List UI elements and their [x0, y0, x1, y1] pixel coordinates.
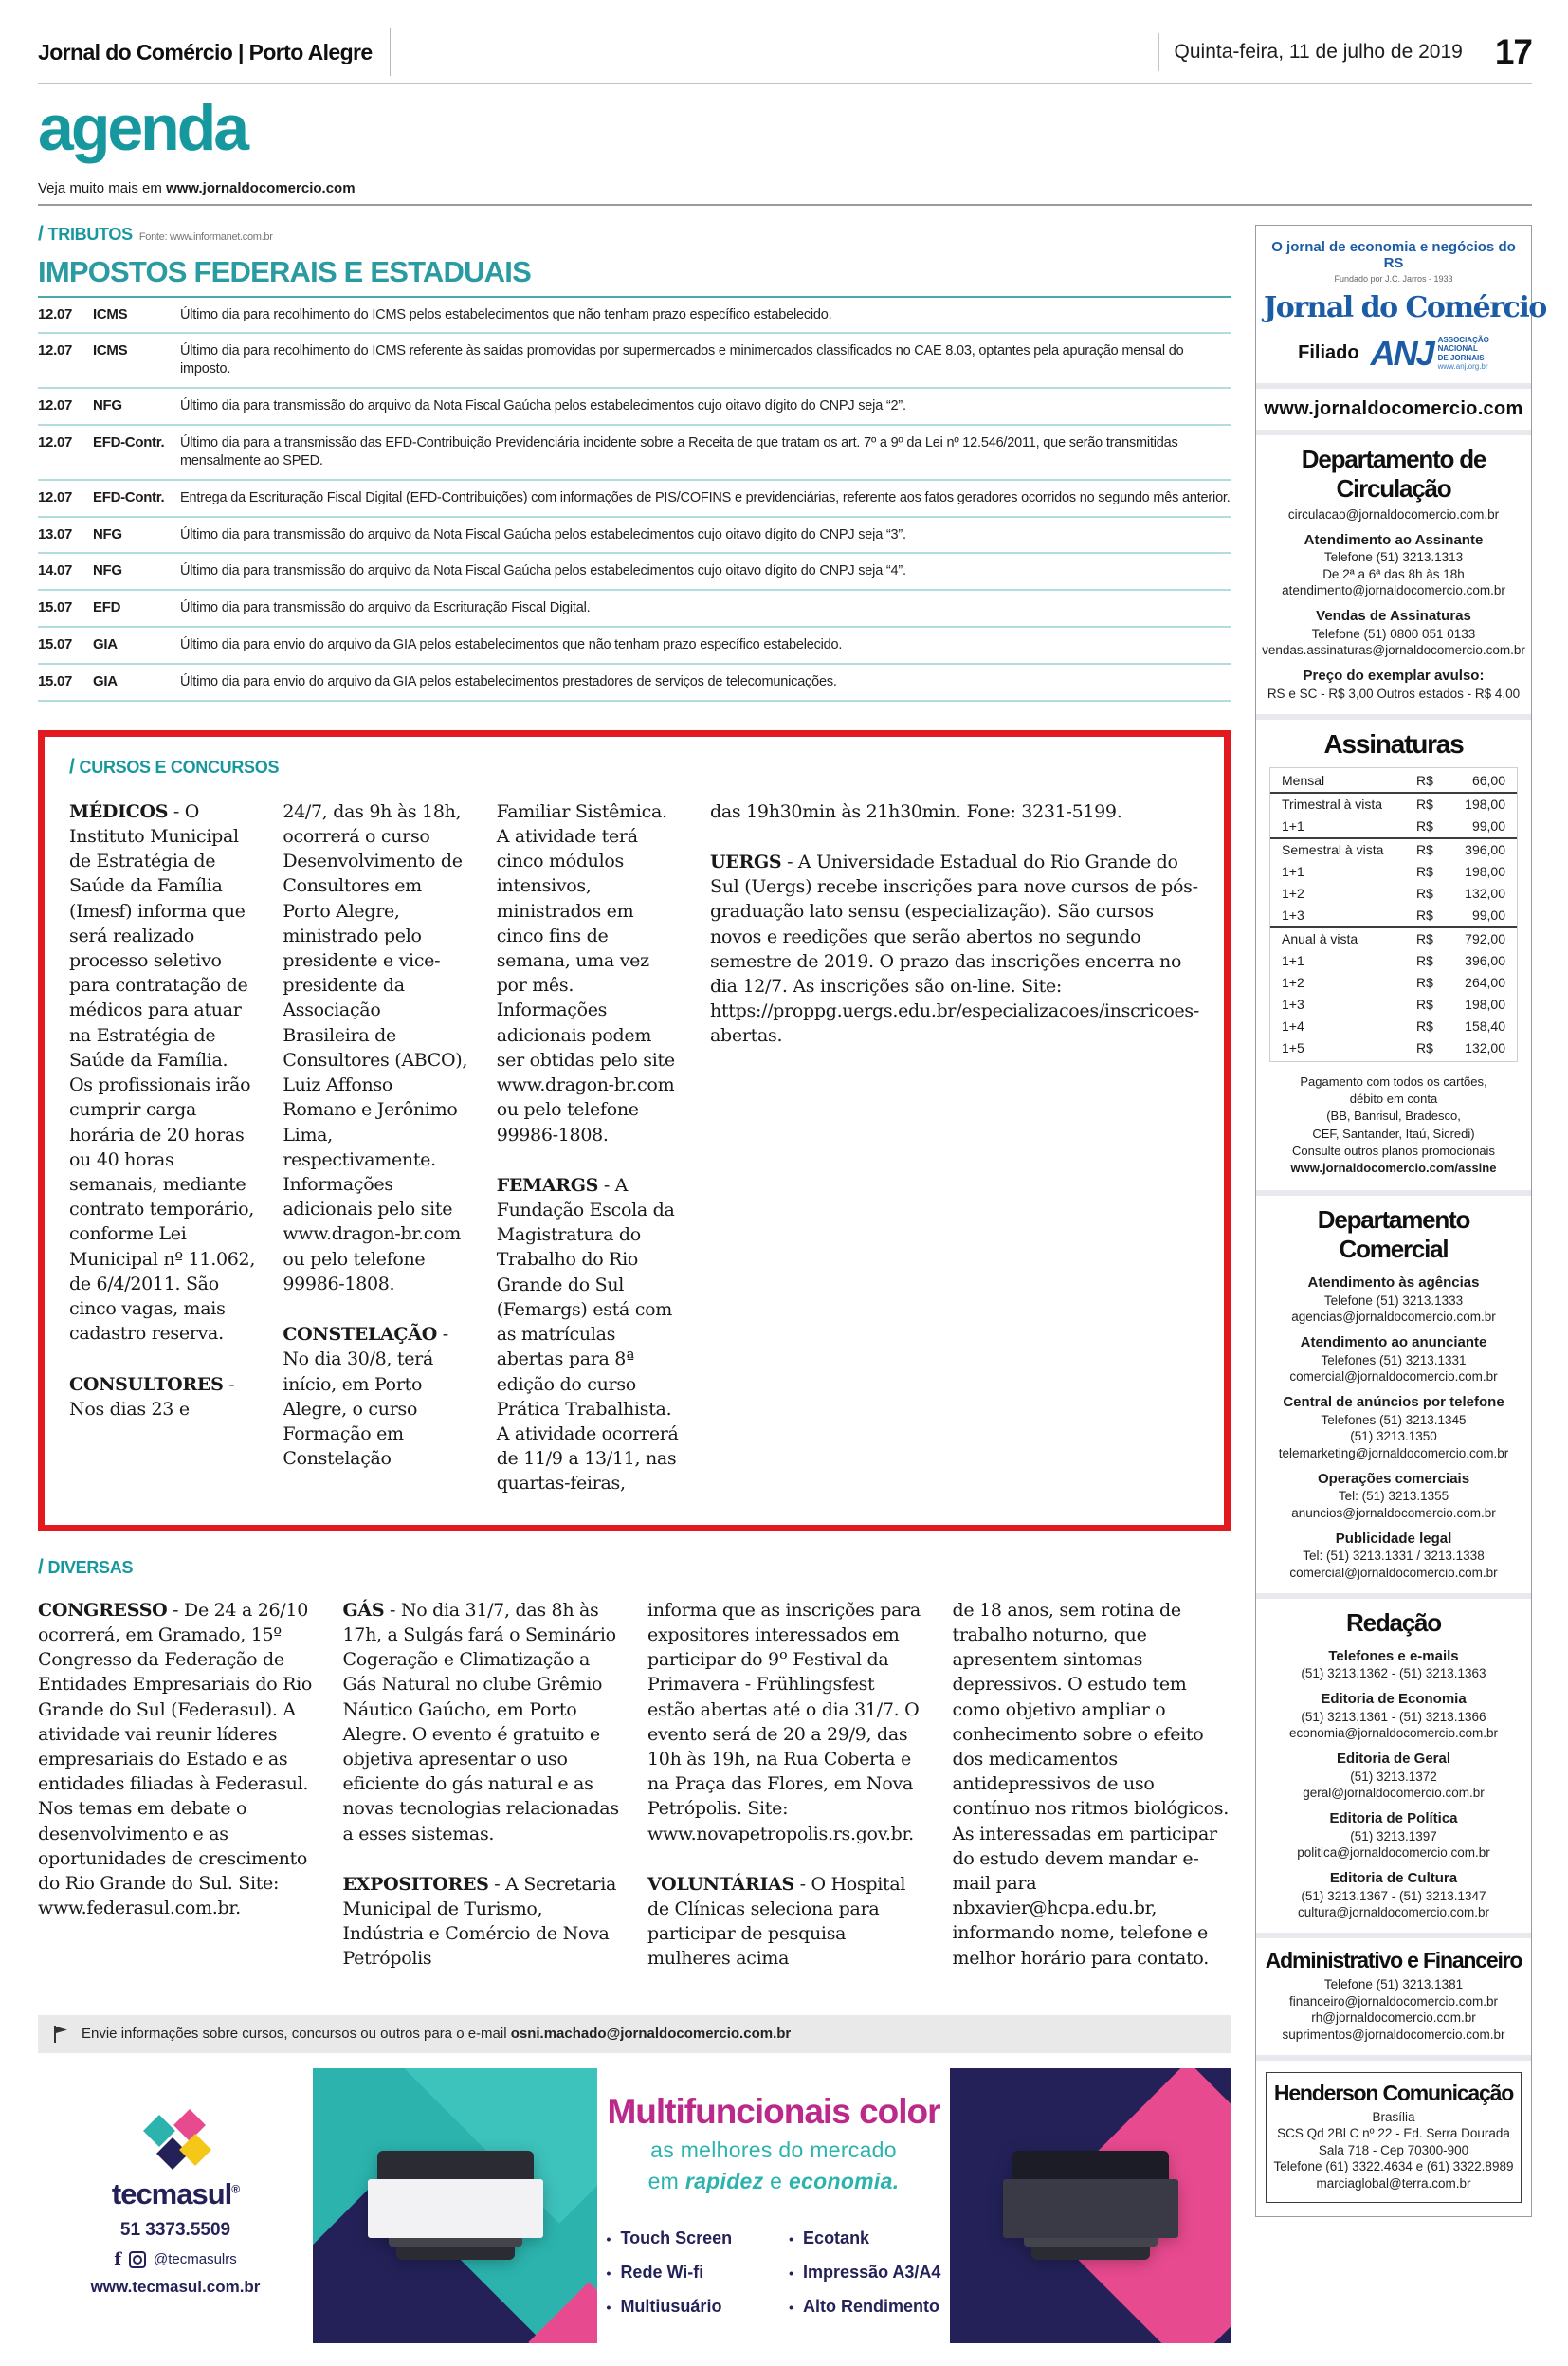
feature-text: • Rede Wi-fi: [620, 2262, 704, 2282]
row-date: 12.07: [38, 433, 73, 450]
price-value: 792,00: [1465, 931, 1505, 947]
block-title: Editoria de Política: [1329, 1810, 1458, 1827]
feature-list-left: [607, 2221, 733, 2323]
block-line: comercial@jornaldocomercio.com.br: [1289, 1369, 1498, 1385]
story-text: - A Fundação Escola da Magistratura do Trabalho do Rio Grande do Sul (Femargs) está com as matrículas abertas para 8ª edição do curso Prática Trabalhista. A atividade ocorrerá de 11/9 a 13/11, nas quartas-feiras,: [496, 1174, 679, 1495]
story-term: CONSTELAÇÃO: [283, 1324, 437, 1346]
story-text: - No dia 30/8, terá início, em Porto Alegre, o curso Formação em Constelação: [283, 1324, 448, 1470]
block-line: rh@jornaldocomercio.com.br: [1311, 2010, 1476, 2026]
row-code: EFD-Contr.: [93, 433, 165, 450]
story-paragraph: [343, 1872, 622, 1972]
note-line: Pagamento com todos os cartões,: [1300, 1073, 1487, 1089]
feature-text: • Ecotank: [803, 2228, 870, 2247]
row-code: NFG: [93, 525, 122, 542]
story-text: - De 24 a 26/10 ocorrerá, em Gramado, 15º Congresso da Federação de Entidades Empresariais do Rio Grande do Sul (Federasul). A atividade vai reunir líderes empresariais do Estado e as entidades filiadas à Federasul. Nos temas em debate o desenvolvimento e as oportunidades de crescimento do Rio Grande do Sul. Site: www.federasul.com.br.: [38, 1599, 313, 1919]
plan-label: 1+3: [1282, 997, 1304, 1013]
header-divider-right: [1158, 33, 1159, 71]
slash-icon: /: [38, 1555, 44, 1578]
row-date: 15.07: [38, 599, 73, 616]
block-line: telemarketing@jornaldocomercio.com.br: [1278, 1445, 1509, 1460]
row-code: GIA: [93, 636, 118, 653]
block-line: Telefone (51) 3213.1333: [1323, 1293, 1464, 1308]
henderson-section: [1256, 2055, 1531, 2203]
anj-acronym: ANJ: [1370, 333, 1433, 373]
tecmasul-social: [114, 2249, 237, 2269]
story-column: [38, 1598, 317, 1972]
story-text: das 19h30min às 21h30min. Fone: 3231-5199.: [710, 800, 1122, 822]
advertisement: [38, 2068, 1231, 2343]
tributos-fonte: Fonte: www.informanet.com.br: [138, 230, 273, 243]
administrativo-title: Administrativo e Financeiro: [1265, 1948, 1522, 1973]
row-desc: Entrega da Escrituração Fiscal Digital (EFD-Contribuições) com informações de PIS/COFINS e previdenciárias, referente aos fatos geradores ocorridos no segundo mês anterior.: [180, 489, 1231, 505]
currency: R$: [1416, 1018, 1433, 1035]
diamond-pink-icon: [173, 2109, 206, 2141]
cursos-columns: [69, 799, 1199, 1496]
assinaturas-title: Assinaturas: [1323, 728, 1464, 759]
block-title: Editoria de Cultura: [1329, 1870, 1458, 1887]
currency: R$: [1416, 818, 1433, 835]
tributos-label-text: TRIBUTOS: [47, 224, 133, 244]
currency: R$: [1416, 908, 1433, 924]
diamond-yellow-icon: [179, 2134, 211, 2166]
plan-label: Anual à vista: [1282, 931, 1358, 947]
story-column: [343, 1598, 622, 1972]
row-date: 12.07: [38, 488, 73, 505]
tagline-text: Veja muito mais em: [38, 179, 167, 196]
price-value: 396,00: [1465, 842, 1505, 858]
tagline: [38, 180, 1532, 196]
printer-image: [368, 2151, 543, 2260]
redacao-title: Redação: [1346, 1607, 1441, 1637]
comercial-title: Departamento Comercial: [1317, 1205, 1470, 1264]
cursos-label-text: CURSOS E CONCURSOS: [79, 757, 280, 777]
ad-printer-panel-right: [950, 2068, 1231, 2343]
block-line: Telefone (51) 3213.1381: [1323, 1977, 1464, 1992]
row-code: ICMS: [93, 342, 128, 359]
price-row: [1270, 770, 1517, 792]
assinaturas-table: [1269, 767, 1518, 1062]
story-paragraph: [647, 1872, 926, 1972]
story-text: Familiar Sistêmica. A atividade terá cinco módulos intensivos, ministrados em cinco fins de semana, uma vez por mês. Informações adicionais podem ser obtidas pelo site www.dragon-br.com ou pelo telefone 99986-1808.: [496, 800, 675, 1146]
ad-sub2-bold2: economia.: [788, 2168, 900, 2193]
currency: R$: [1416, 931, 1433, 947]
story-column: [69, 799, 256, 1496]
story-text: - No dia 31/7, das 8h às 17h, a Sulgás fará o Seminário Cogeração e Climatização a Gás Natural no clube Grêmio Náutico Gaúcho, em Porto Alegre. O evento é gratuito e objetiva apresentar o uso eficiente do gás natural e as novas tecnologias relacionadas a esses sistemas.: [342, 1599, 619, 1844]
currency: R$: [1416, 864, 1433, 880]
story-column: [497, 799, 684, 1496]
story-term: VOLUNTÁRIAS: [647, 1873, 794, 1895]
row-code: ICMS: [93, 305, 128, 322]
block-line: comercial@jornaldocomercio.com.br: [1289, 1565, 1498, 1580]
diversas-label: [38, 1556, 1231, 1579]
price-value: 158,40: [1465, 1018, 1505, 1035]
plan-label: 1+1: [1282, 953, 1304, 969]
tributos-table: [38, 298, 1231, 702]
ad-sub2-mid: e: [763, 2168, 789, 2193]
assine-url: www.jornaldocomercio.com/assine: [1290, 1160, 1497, 1175]
social-handle: @tecmasulrs: [154, 2251, 237, 2268]
table-row: [38, 628, 1231, 665]
block-line: SCS Qd 2Bl C nº 22 - Ed. Serra Dourada: [1277, 2126, 1510, 2141]
story-text: de 18 anos, sem rotina de trabalho noturno, que apresentem sintomas depressivos. O estudo tem como objetivo ampliar o conhecimento sobre o efeito dos medicamentos antidepressivos de uso contínuo nos ritmos biológicos. As interessadas em participar do estudo devem mandar e-mail para nbxavier@hcpa.edu.br, informando nome, telefone e melhor horário para contato.: [952, 1599, 1229, 1969]
note-line: CEF, Santander, Itaú, Sicredi): [1312, 1126, 1475, 1141]
anj-line: NACIONAL: [1437, 344, 1478, 354]
table-row: [38, 426, 1231, 481]
plan-label: 1+5: [1282, 1040, 1304, 1056]
ad-sub2-prefix: em: [647, 2168, 685, 2193]
block-line: (51) 3213.1372: [1350, 1769, 1437, 1784]
block-title: Publicidade legal: [1335, 1530, 1452, 1547]
submission-text-plain: Envie informações sobre cursos, concursos ou outros para o e-mail: [82, 2026, 511, 2043]
tecmasul-phone: 51 3373.5509: [119, 2220, 231, 2241]
registered-mark: ®: [231, 2182, 240, 2196]
block-line: (51) 3213.1362 - (51) 3213.1363: [1301, 1666, 1486, 1681]
price-row: [1270, 792, 1517, 816]
plan-label: Trimestral à vista: [1282, 797, 1383, 813]
price-row: [1270, 837, 1517, 861]
price-value: 198,00: [1465, 797, 1505, 813]
row-desc: Último dia para envio do arquivo da GIA pelos estabelecimentos que não tenham prazo específico estabelecido.: [180, 637, 843, 653]
block-line: vendas.assinaturas@jornaldocomercio.com.br: [1262, 643, 1525, 658]
block-line: Telefone (61) 3322.4634 e (61) 3322.8989: [1273, 2159, 1514, 2174]
circulacao-section: [1256, 430, 1531, 714]
henderson-box: [1266, 2072, 1522, 2203]
story-term: EXPOSITORES: [342, 1873, 489, 1895]
triangle-pink-shape: [528, 2282, 597, 2343]
feature-list-right: [789, 2221, 940, 2323]
block-line: (51) 3213.1361 - (51) 3213.1366: [1301, 1709, 1486, 1724]
diversas-label-text: DIVERSAS: [47, 1557, 134, 1577]
block-title: Preço do exemplar avulso:: [1303, 668, 1485, 685]
ad-sub2-bold1: rapidez: [684, 2168, 764, 2193]
price-value: 99,00: [1471, 908, 1505, 924]
plan-label: 1+3: [1282, 908, 1304, 924]
currency: R$: [1416, 886, 1433, 902]
block-line: financeiro@jornaldocomercio.com.br: [1288, 1993, 1499, 2008]
story-text: 24/7, das 9h às 18h, ocorrerá o curso Desenvolvimento de Consultores em Porto Alegre, ministrado pelo presidente e vice-presidente da Associação Brasileira de Consultores (ABCO), Luiz Affonso Romano e Jerônimo Lima, respectivamente. Informações adicionais pelo site www.dragon-br.com ou pelo telefone 99986-1808.: [283, 800, 468, 1294]
story-term: CONSULTORES: [69, 1373, 224, 1395]
block-title: Atendimento ao anunciante: [1300, 1334, 1487, 1351]
masthead-brand: Jornal do Comércio | Porto Alegre: [38, 39, 373, 64]
header-divider: [390, 28, 391, 76]
story-column: [283, 799, 469, 1496]
block-line: Sala 718 - Cep 70300-900: [1318, 2142, 1469, 2157]
currency: R$: [1416, 975, 1433, 991]
note-line: Consulte outros planos promocionais: [1292, 1143, 1495, 1158]
facebook-icon: f: [114, 2249, 121, 2270]
ad-copy-panel: [597, 2068, 950, 2343]
note-line: débito em conta: [1349, 1091, 1438, 1107]
row-desc: Último dia para envio do arquivo da GIA pelos estabelecimentos prestadores de serviços de telecomunicações.: [180, 673, 837, 689]
story-term: GÁS: [342, 1599, 385, 1621]
story-paragraph: [497, 799, 684, 1147]
anj-line: ASSOCIAÇÃO: [1437, 335, 1489, 344]
price-row: [1270, 883, 1517, 905]
price-row: [1270, 861, 1517, 883]
tecmasul-brand-text: tecmasul: [111, 2177, 232, 2211]
feature-text: • Multiusuário: [620, 2296, 722, 2316]
row-desc: Último dia para recolhimento do ICMS pelos estabelecimentos que não tenham prazo específico estabelecido.: [180, 306, 832, 322]
row-date: 15.07: [38, 672, 73, 689]
plan-label: 1+2: [1282, 975, 1304, 991]
price-value: 132,00: [1465, 1040, 1505, 1056]
row-date: 12.07: [38, 397, 73, 414]
story-paragraph: [343, 1598, 622, 1846]
feature-text: • Alto Rendimento: [803, 2296, 940, 2316]
row-date: 12.07: [38, 342, 73, 359]
table-row: [38, 298, 1231, 335]
story-text: - O Instituto Municipal de Estratégia de Saúde da Família (Imesf) informa que será realizado processo seletivo para contratação de médicos para atuar na Estratégia de Saúde da Família. Os profissionais irão cumprir carga horária de 20 horas ou 40 horas semanais, mediante contrato temporário, conforme Lei Municipal nº 11.062, de 6/4/2011. São cinco vagas, mais cadastro reserva.: [69, 800, 256, 1345]
price-value: 396,00: [1465, 953, 1505, 969]
price-row: [1270, 816, 1517, 837]
header-right: [1158, 32, 1532, 72]
plan-label: 1+2: [1282, 886, 1304, 902]
redacao-section: [1256, 1593, 1531, 1934]
story-column: [710, 799, 1199, 1496]
currency: R$: [1416, 1040, 1433, 1056]
block-line: Telefone (51) 0800 051 0133: [1311, 626, 1476, 641]
feature-text: • Impressão A3/A4: [803, 2262, 941, 2282]
circulacao-title: Departamento de Circulação: [1301, 444, 1486, 503]
filiado-row: [1264, 333, 1523, 373]
story-text: informa que as inscrições para expositores interessados em participar do 9º Festival da Primavera - Frühlingsfest estão abertas até o dia 31/7. O evento será de 20 a 29/9, das 10h às 19h, na Rua Coberta e na Praça das Flores, em Nova Petrópolis. Site: www.novapetropolis.rs.gov.br.: [647, 1599, 921, 1844]
story-text: - O Hospital de Clínicas seleciona para participar de pesquisa mulheres acima: [647, 1873, 906, 1970]
block-title: Vendas de Assinaturas: [1316, 608, 1471, 625]
story-paragraph: [69, 1372, 256, 1421]
story-paragraph: [69, 799, 256, 1347]
block-line: RS e SC - R$ 3,00 Outros estados - R$ 4,00: [1267, 686, 1521, 701]
feature-item: [607, 2255, 733, 2289]
ad-tecmasul-panel: [38, 2068, 313, 2343]
story-paragraph: [647, 1598, 926, 1846]
slash-icon: /: [38, 222, 44, 245]
story-paragraph: [38, 1598, 317, 1921]
block-line: marciaglobal@terra.com.br: [1316, 2175, 1471, 2191]
feature-item: [789, 2255, 940, 2289]
currency: R$: [1416, 773, 1433, 789]
row-desc: Último dia para recolhimento do ICMS referente às saídas promovidas por supermercados e minimercados classificados no CAE 8.03, optantes pela apuração mensal do imposto.: [180, 343, 1184, 377]
page-header: [38, 28, 1532, 76]
story-text: - A Secretaria Municipal de Turismo, Indústria e Comércio de Nova Petrópolis: [342, 1873, 617, 1970]
ad-feature-lists: [607, 2221, 941, 2323]
diversas-columns: [38, 1598, 1231, 1972]
block-line: economia@jornaldocomercio.com.br: [1288, 1726, 1499, 1741]
block-title: Editoria de Geral: [1336, 1751, 1451, 1768]
story-paragraph: [283, 1322, 469, 1471]
block-line: geral@jornaldocomercio.com.br: [1303, 1786, 1485, 1801]
block-line: De 2ª a 6ª das 8h às 18h: [1322, 566, 1465, 581]
currency: R$: [1416, 842, 1433, 858]
price-row: [1270, 1037, 1517, 1059]
ad-headline: Multifuncionais color: [607, 2091, 940, 2131]
price-value: 66,00: [1471, 773, 1505, 789]
row-desc: Último dia para transmissão do arquivo da Escrituração Fiscal Digital.: [180, 600, 591, 616]
block-line: Telefones (51) 3213.1331: [1321, 1352, 1467, 1367]
row-desc: Último dia para transmissão do arquivo da Nota Fiscal Gaúcha pelos estabelecimentos cujo oitavo dígito do CNPJ seja “2”.: [180, 398, 906, 414]
anj-logo: [1370, 333, 1489, 373]
tecmasul-site: www.tecmasul.com.br: [90, 2278, 261, 2297]
main-column: [38, 206, 1231, 2343]
comercial-section: [1256, 1190, 1531, 1593]
table-row: [38, 389, 1231, 426]
story-paragraph: [710, 850, 1199, 1049]
plan-label: 1+1: [1282, 818, 1304, 835]
sidebar-box: [1255, 225, 1546, 2217]
table-row: [38, 591, 1231, 628]
table-row: [38, 665, 1231, 702]
filiado-label: Filiado: [1298, 342, 1359, 364]
table-row: [38, 518, 1231, 555]
currency: R$: [1416, 997, 1433, 1013]
row-code: EFD-Contr.: [93, 488, 165, 505]
feature-text: • Touch Screen: [620, 2228, 733, 2247]
price-value: 198,00: [1465, 997, 1505, 1013]
tributos-label: [38, 223, 1231, 246]
plan-label: Semestral à vista: [1282, 842, 1384, 858]
row-date: 14.07: [38, 562, 73, 579]
story-term: UERGS: [710, 851, 782, 872]
masthead-founded: Fundado por J.C. Jarros - 1933: [1334, 273, 1453, 284]
price-row: [1270, 994, 1517, 1016]
story-column: [647, 1598, 926, 1972]
table-row: [38, 334, 1231, 389]
row-date: 15.07: [38, 636, 73, 653]
anj-description: [1438, 336, 1489, 372]
row-desc: Último dia para transmissão do arquivo da Nota Fiscal Gaúcha pelos estabelecimentos cujo oitavo dígito do CNPJ seja “3”.: [180, 526, 906, 542]
block-title: Telefones e e-mails: [1328, 1647, 1459, 1664]
cursos-highlight-box: [38, 730, 1231, 1531]
block-line: Tel: (51) 3213.1331 / 3213.1338: [1303, 1549, 1485, 1564]
block-title: Central de anúncios por telefone: [1283, 1394, 1504, 1411]
row-code: NFG: [93, 397, 122, 414]
block-title: Editoria de Economia: [1321, 1691, 1467, 1708]
currency: R$: [1416, 797, 1433, 813]
feature-item: [607, 2221, 733, 2255]
printer-image: [1003, 2151, 1178, 2260]
ad-subline-1: as melhores do mercado: [650, 2137, 897, 2162]
header-rule: [38, 83, 1532, 84]
story-term: FEMARGS: [496, 1174, 599, 1196]
story-text: - Nos dias 23 e: [69, 1373, 235, 1420]
row-desc: Último dia para a transmissão das EFD-Contribuição Previdenciária incidente sobre a Receita de que tratam os art. 7º a 9º da Lei nº 12.546/2011, que serão transmitidas mensalmente ao SPED.: [180, 434, 1178, 468]
story-text: - A Universidade Estadual do Rio Grande do Sul (Uergs) recebe inscrições para nove cursos de pós-graduação lato sensu (especialização). São cursos novos e reedições que serão abertos no segundo semestre de 2019. O prazo das inscrições encerra no dia 12/7. As inscrições são on-line. Site: https://proppg.uergs.edu.br/especializacoes/inscricoes-abertas.: [710, 851, 1199, 1047]
ad-subline-2: [648, 2169, 900, 2194]
anj-line: DE JORNAIS: [1437, 353, 1485, 362]
block-line: politica@jornaldocomercio.com.br: [1297, 1845, 1490, 1861]
block-line: Brasília: [1372, 2109, 1415, 2124]
block-title: Operações comerciais: [1317, 1470, 1470, 1487]
feature-item: [789, 2221, 940, 2255]
tecmasul-logo-icon: [142, 2114, 209, 2171]
administrativo-section: [1256, 1933, 1531, 2055]
block-line: (51) 3213.1367 - (51) 3213.1347: [1301, 1888, 1486, 1903]
block-line: Telefones (51) 3213.1345: [1321, 1412, 1467, 1427]
block-line: cultura@jornaldocomercio.com.br: [1297, 1905, 1490, 1920]
row-code: NFG: [93, 562, 122, 579]
plan-label: 1+1: [1282, 864, 1304, 880]
info-sidebar: [1255, 206, 1546, 2217]
feature-item: [607, 2289, 733, 2323]
price-row: [1270, 972, 1517, 994]
flag-icon: [53, 2025, 70, 2044]
price-value: 198,00: [1465, 864, 1505, 880]
submission-email: osni.machado@jornaldocomercio.com.br: [510, 2026, 792, 2043]
henderson-title: Henderson Comunicação: [1273, 2080, 1514, 2105]
jornal-do-comercio-logo: Jornal do Comércio: [1264, 290, 1546, 324]
block-title: Atendimento ao Assinante: [1304, 531, 1484, 548]
block-line: suprimentos@jornaldocomercio.com.br: [1282, 2027, 1505, 2042]
row-desc: Último dia para transmissão do arquivo da Nota Fiscal Gaúcha pelos estabelecimentos cujo oitavo dígito do CNPJ seja “4”.: [180, 563, 906, 579]
price-value: 264,00: [1465, 975, 1505, 991]
block-line: (51) 3213.1350: [1350, 1429, 1437, 1444]
table-row: [38, 481, 1231, 518]
cursos-label: [69, 756, 1199, 779]
block-line: Tel: (51) 3213.1355: [1338, 1489, 1449, 1504]
sidebar-site: www.jornaldocomercio.com: [1256, 383, 1531, 430]
row-code: GIA: [93, 672, 118, 689]
story-paragraph: [497, 1173, 684, 1496]
tecmasul-brand: [112, 2177, 239, 2211]
block-title: Atendimento às agências: [1307, 1275, 1480, 1292]
story-term: MÉDICOS: [69, 800, 169, 822]
submission-text: [82, 2026, 791, 2042]
price-row: [1270, 1016, 1517, 1037]
section-banner-agenda: agenda: [38, 92, 247, 164]
feature-item: [789, 2289, 940, 2323]
story-paragraph: [953, 1598, 1231, 1971]
block-line: atendimento@jornaldocomercio.com.br: [1282, 583, 1505, 598]
tagline-url: www.jornaldocomercio.com: [166, 179, 356, 196]
anj-url: www.anj.org.br: [1437, 362, 1488, 372]
plan-label: Mensal: [1282, 773, 1325, 789]
assinaturas-section: [1256, 714, 1531, 1190]
slash-icon: /: [69, 755, 75, 778]
submission-strip: [38, 2015, 1231, 2053]
row-date: 13.07: [38, 525, 73, 542]
masthead-tagline: O jornal de economia e negócios do RS: [1271, 238, 1516, 271]
edition-date: Quinta-feira, 11 de julho de 2019: [1174, 41, 1463, 63]
story-paragraph: [283, 799, 469, 1296]
instagram-icon: [129, 2251, 146, 2268]
price-row: [1270, 926, 1517, 950]
row-code: EFD: [93, 599, 121, 616]
price-row: [1270, 950, 1517, 972]
currency: R$: [1416, 953, 1433, 969]
price-row: [1270, 905, 1517, 926]
block-line: anuncios@jornaldocomercio.com.br: [1291, 1505, 1496, 1520]
story-paragraph: [710, 799, 1199, 824]
price-value: 99,00: [1471, 818, 1505, 835]
table-row: [38, 554, 1231, 591]
payment-note: [1262, 1073, 1525, 1177]
story-term: CONGRESSO: [38, 1599, 168, 1621]
ad-printer-panel-left: [313, 2068, 597, 2343]
block-line: agencias@jornaldocomercio.com.br: [1291, 1310, 1496, 1325]
note-line: (BB, Banrisul, Bradesco,: [1326, 1109, 1461, 1124]
page-number: 17: [1494, 32, 1532, 71]
price-value: 132,00: [1465, 886, 1505, 902]
circulacao-email: circulacao@jornaldocomercio.com.br: [1287, 506, 1500, 522]
block-line: Telefone (51) 3213.1313: [1323, 550, 1464, 565]
row-date: 12.07: [38, 305, 73, 322]
sidebar-masthead: [1256, 226, 1546, 383]
plan-label: 1+4: [1282, 1018, 1304, 1035]
tributos-title: IMPOSTOS FEDERAIS E ESTADUAIS: [38, 254, 531, 288]
block-line: (51) 3213.1397: [1350, 1828, 1437, 1843]
story-column: [953, 1598, 1231, 1972]
